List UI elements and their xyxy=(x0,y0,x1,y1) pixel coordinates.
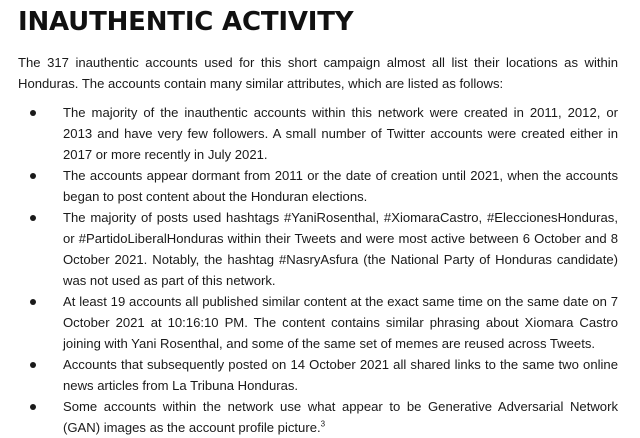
bullet-dot-icon xyxy=(30,215,36,221)
bullet-dot-icon xyxy=(30,110,36,116)
footnote-marker[interactable]: 3 xyxy=(320,419,326,429)
bullet-dot-icon xyxy=(30,173,36,179)
bullet-dot-icon xyxy=(30,404,36,410)
intro-paragraph: The 317 inauthentic accounts used for this short campaign almost all list their locations as within Honduras. The accounts contain many similar attributes, which are listed as follows: xyxy=(18,55,618,91)
bullet-dot-icon xyxy=(30,362,36,368)
bullet-text: The accounts appear dormant from 2011 or the date of creation until 2021, when the accounts began to post content about the Honduran elections. xyxy=(63,168,618,204)
bullet-list xyxy=(18,102,618,438)
bullet-item xyxy=(18,165,618,207)
bullet-text: At least 19 accounts all published similar content at the exact same time on the same date on 7 October 2021 at 10:16:10 PM. The content contains similar phrasing about Xiomara Castro joining with Yani Rosenthal, and some of the same set of memes are reused across Tweets. xyxy=(63,294,618,351)
bullet-item xyxy=(18,102,618,165)
section-heading: INAUTHENTIC ACTIVITY xyxy=(18,7,354,37)
bullet-text: Some accounts within the network use what appear to be Generative Adversarial Network (GAN) images as the account profile picture. xyxy=(63,399,618,435)
bullet-text: The majority of the inauthentic accounts within this network were created in 2011, 2012, or 2013 and have very few followers. A small number of Twitter accounts were created either in 2017 or more recently in July 2021. xyxy=(63,105,618,162)
bullet-item xyxy=(18,354,618,396)
bullet-text: The majority of posts used hashtags #YaniRosenthal, #XiomaraCastro, #EleccionesHonduras, or #PartidoLiberalHonduras within their Tweets and were most active between 6 October and 8 October 2021. Notably, the hashtag #NasryAsfura (the National Party of Honduras candidate) was not used as part of this network. xyxy=(63,210,618,288)
bullet-dot-icon xyxy=(30,299,36,305)
bullet-text: Accounts that subsequently posted on 14 October 2021 all shared links to the same two online news articles from La Tribuna Honduras. xyxy=(63,357,618,393)
bullet-item xyxy=(18,291,618,354)
bullet-item xyxy=(18,396,618,438)
bullet-item xyxy=(18,207,618,291)
document-page xyxy=(18,4,618,438)
